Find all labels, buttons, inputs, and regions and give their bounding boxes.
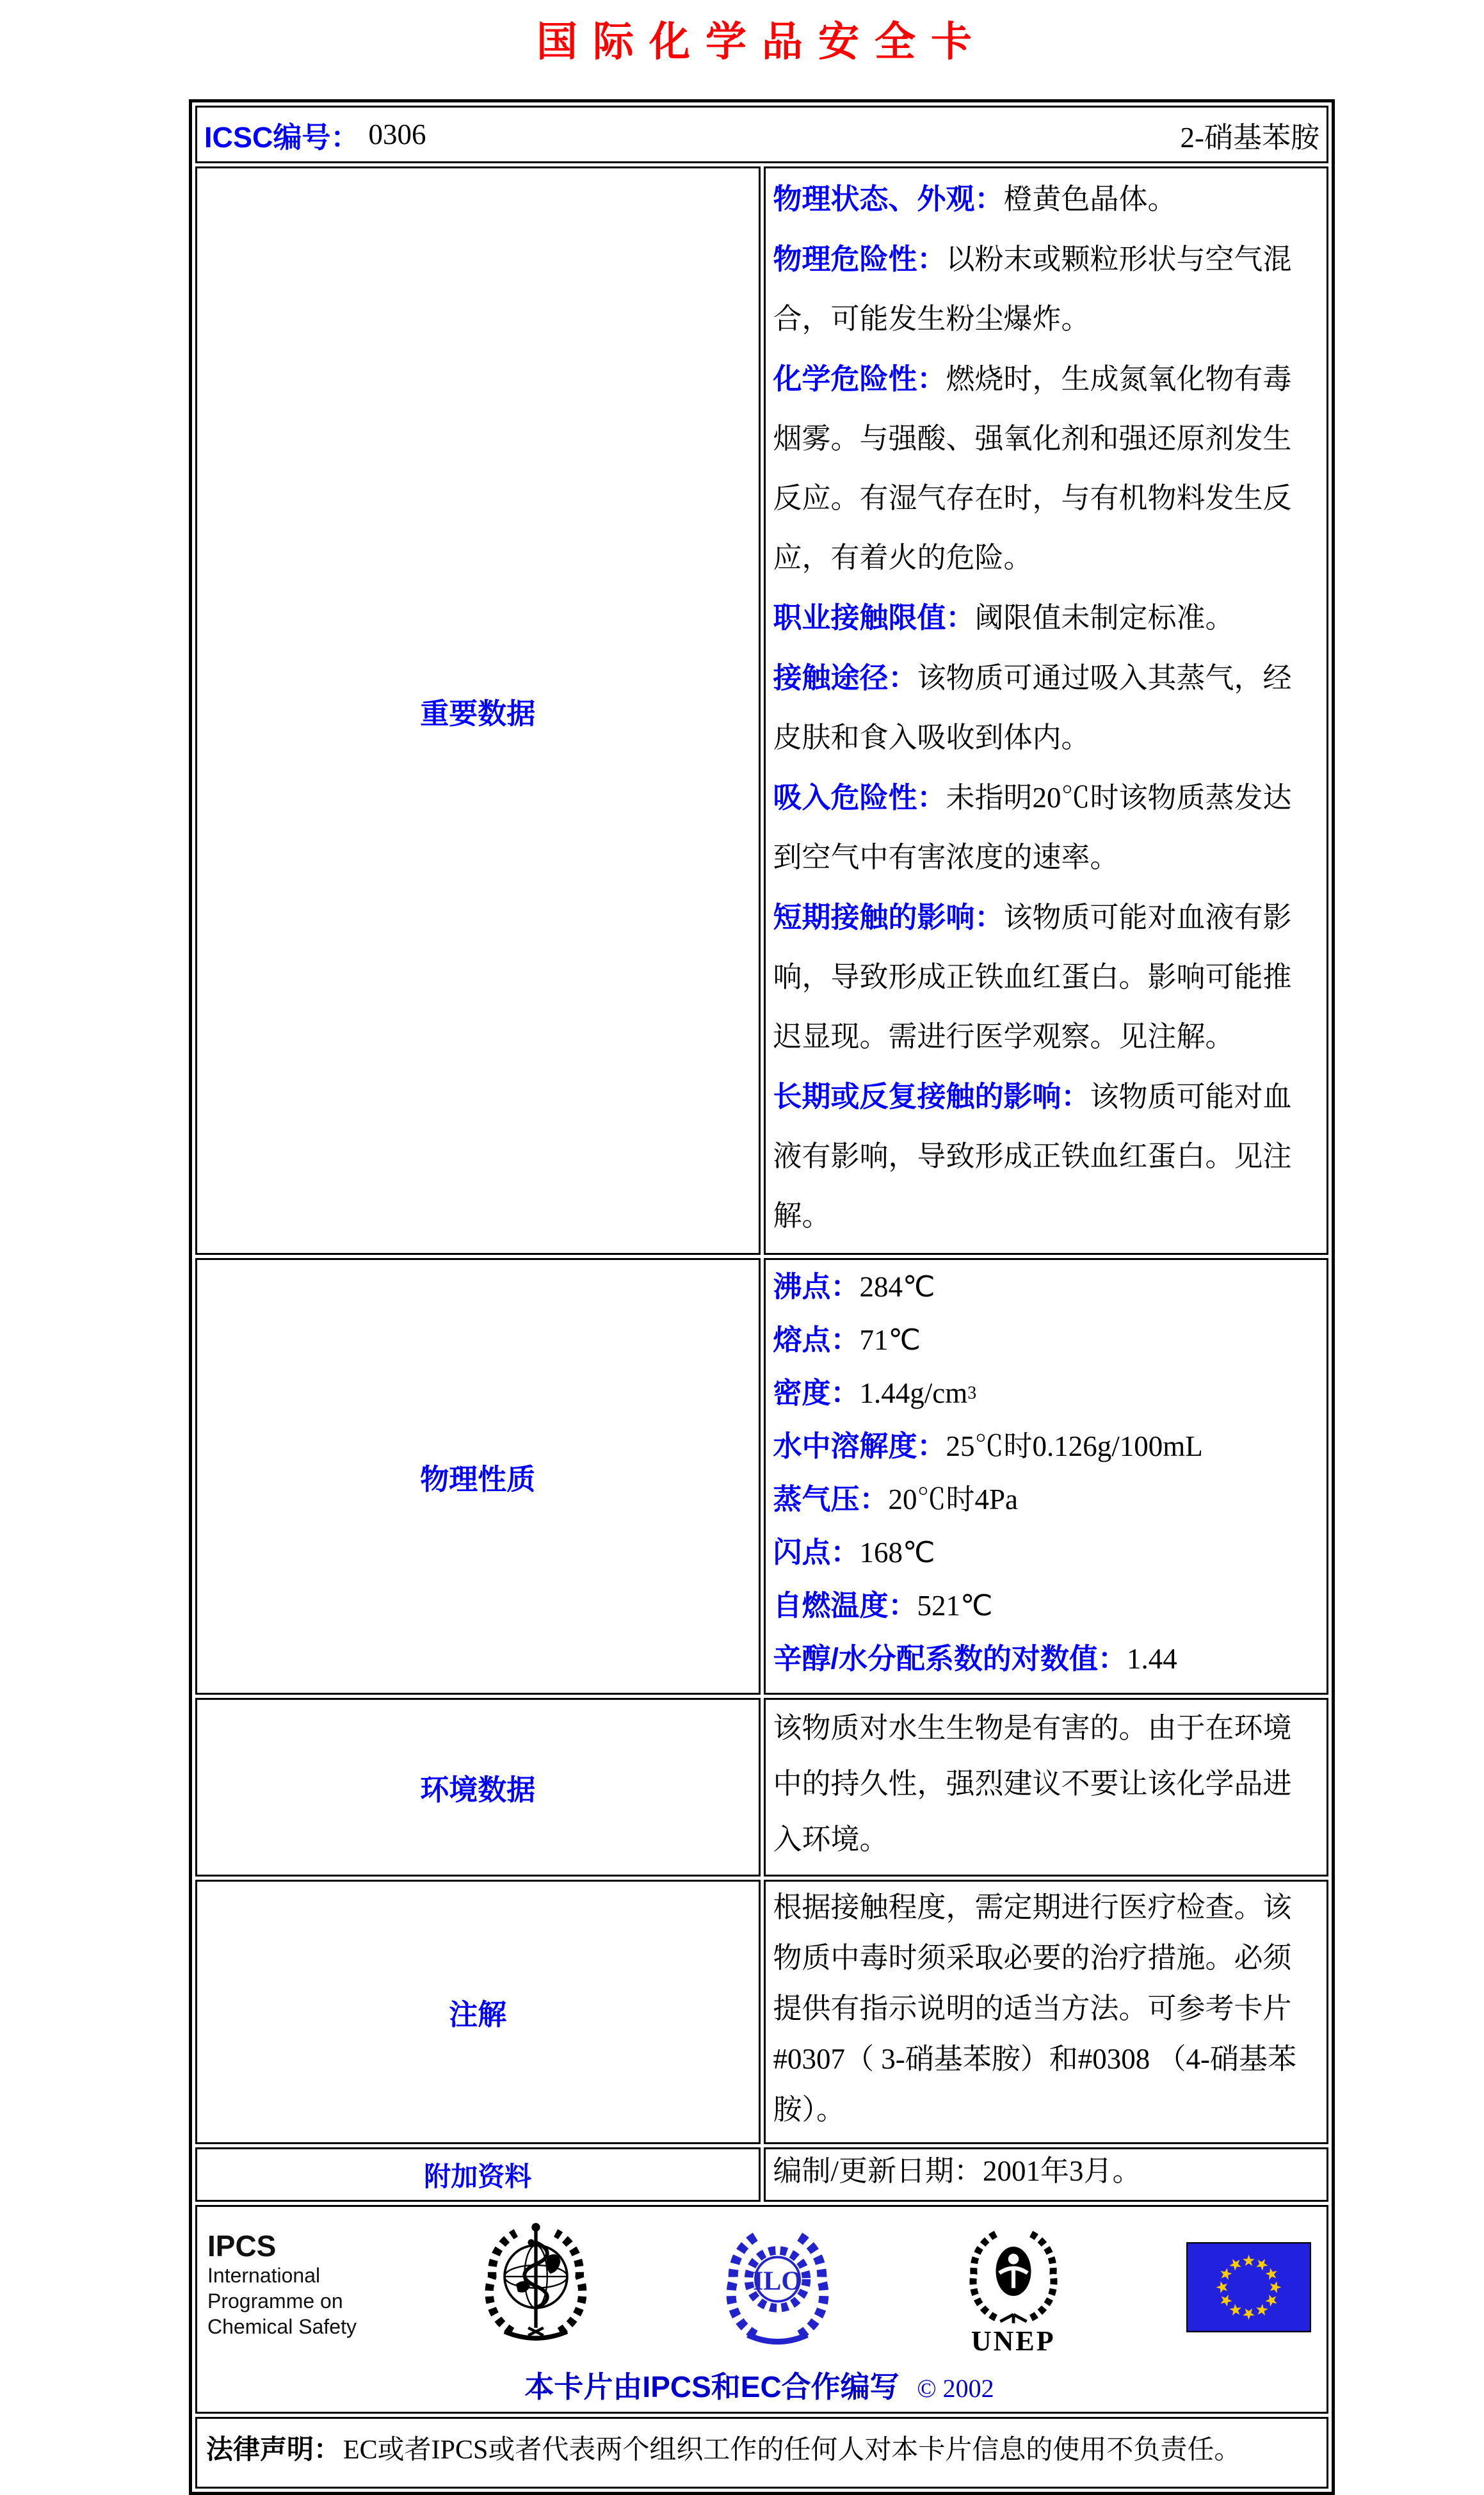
field-label: 接触途径： — [773, 661, 917, 694]
field-line — [773, 1370, 1305, 1423]
important-data-row — [195, 166, 1328, 1255]
field-line — [773, 1317, 1305, 1370]
section-label-physical: 物理性质 — [195, 1258, 761, 1695]
superscript: 3 — [967, 1383, 977, 1403]
field-value: 1.44 — [1127, 1643, 1177, 1675]
icsc-number-value: 0306 — [368, 118, 426, 150]
field-line — [773, 651, 1305, 771]
section-content-important — [764, 166, 1329, 1255]
caption-text: 本卡片由IPCS和EC合作编写 — [524, 2370, 899, 2403]
field-value: 根据接触程度，需定期进行医疗检查。该物质中毒时须采取必要的治疗措施。必须提供有指示说明的适当方法。可参考卡片#0307（ 3-硝基苯胺）和#0308 （4-硝基苯胺）。 — [773, 1891, 1296, 2126]
field-label: 水中溶解度： — [773, 1430, 946, 1462]
logos-row — [195, 2205, 1328, 2414]
field-label: 辛醇/水分配系数的对数值： — [773, 1642, 1127, 1675]
field-label: 物理危险性： — [773, 243, 946, 275]
field-line — [773, 591, 1305, 651]
field-label: 吸入危险性： — [773, 781, 946, 814]
who-logo-icon — [472, 2218, 600, 2346]
field-line — [773, 232, 1305, 352]
field-value: 编制/更新日期：2001年3月。 — [773, 2155, 1141, 2187]
field-label: 沸点： — [773, 1270, 860, 1303]
field-line — [773, 771, 1305, 891]
svg-text:ILO: ILO — [753, 2266, 803, 2297]
copyright-text: © 2002 — [917, 2374, 994, 2403]
notes-row — [195, 1880, 1328, 2144]
field-value: 25℃时0.126g/100mL — [946, 1430, 1203, 1462]
field-value: 该物质可能对血液有影响，导致形成正铁血红蛋白。见注解。 — [773, 1081, 1292, 1232]
section-label-notes: 注解 — [195, 1880, 761, 2144]
organization-logos — [207, 2218, 1311, 2357]
section-content-notes — [764, 1880, 1329, 2144]
field-label: 短期接触的影响： — [773, 901, 1004, 933]
field-value: 该物质可能对血液有影响，导致形成正铁血红蛋白。影响可能推迟显现。需进行医学观察。见注解。 — [773, 901, 1292, 1053]
field-line — [773, 2153, 1305, 2196]
field-value: 1.44g/cm — [859, 1377, 968, 1409]
field-line — [773, 172, 1305, 232]
field-value: 燃烧时，生成氮氧化物有毒烟雾。与强酸、强氧化剂和强还原剂发生反应。有湿气存在时，与有机物料发生反应，有着火的危险。 — [773, 363, 1292, 574]
field-line — [773, 1583, 1305, 1636]
ilo-logo-icon — [715, 2222, 840, 2346]
environmental-data-row — [195, 1698, 1328, 1877]
safety-card-table — [189, 99, 1335, 2495]
section-content-additional — [764, 2147, 1329, 2202]
field-line — [773, 1530, 1305, 1583]
icsc-number-label: ICSC编号： — [204, 120, 360, 154]
legal-statement — [206, 2433, 1318, 2473]
field-line — [773, 1423, 1305, 1476]
field-value: 该物质对水生生物是有害的。由于在环境中的持久性，强烈建议不要让该化学品进入环境。 — [773, 1712, 1292, 1855]
physical-properties-row — [195, 1258, 1328, 1695]
field-value: 284℃ — [859, 1271, 935, 1303]
field-value: 阈限值未制定标准。 — [974, 602, 1234, 634]
legal-row — [195, 2417, 1328, 2489]
cooperation-caption — [207, 2364, 1311, 2406]
field-line — [773, 891, 1305, 1070]
header-row — [195, 106, 1328, 163]
unep-label: UNEP — [971, 2325, 1056, 2357]
ipcs-text-block: IPCS International Programme on Chemical Safety — [207, 2229, 357, 2338]
ipcs-title: IPCS — [207, 2229, 277, 2263]
section-label-important: 重要数据 — [195, 166, 761, 1255]
field-line — [773, 1070, 1305, 1249]
field-line — [773, 1636, 1305, 1689]
page-title: 国际化学品安全卡 — [536, 19, 987, 65]
field-label: 长期或反复接触的影响： — [773, 1080, 1090, 1113]
field-label: 化学危险性： — [773, 362, 946, 395]
additional-info-row — [195, 2147, 1328, 2202]
field-label: 密度： — [773, 1377, 860, 1409]
field-value: 该物质可通过吸入其蒸气，经皮肤和食入吸收到体内。 — [773, 662, 1292, 754]
eu-flag-icon — [1186, 2242, 1311, 2332]
field-value: 未指明20℃时该物质蒸发达到空气中有害浓度的速率。 — [773, 782, 1292, 873]
field-label: 物理状态、外观： — [773, 182, 1004, 215]
chemical-name: 2-硝基苯胺 — [1180, 121, 1319, 154]
legal-label: 法律声明： — [206, 2434, 341, 2464]
field-line — [773, 1476, 1305, 1530]
field-line — [773, 352, 1305, 591]
field-label: 蒸气压： — [773, 1483, 889, 1515]
section-content-physical — [764, 1258, 1329, 1695]
field-line — [773, 1264, 1305, 1317]
field-label: 熔点： — [773, 1323, 860, 1356]
field-value: 71℃ — [859, 1324, 921, 1356]
field-value: 521℃ — [917, 1590, 993, 1622]
field-label: 闪点： — [773, 1536, 860, 1569]
legal-text: EC或者IPCS或者代表两个组织工作的任何人对本卡片信息的使用不负责任。 — [343, 2435, 1241, 2465]
section-label-environment: 环境数据 — [195, 1698, 761, 1877]
card-header — [198, 108, 1326, 161]
field-label: 职业接触限值： — [773, 601, 975, 634]
field-label: 自燃温度： — [773, 1589, 917, 1622]
field-value: 168℃ — [859, 1537, 935, 1569]
field-value: 20℃时4Pa — [888, 1483, 1019, 1515]
field-value: 以粉末或颗粒形状与空气混合，可能发生粉尘爆炸。 — [773, 243, 1292, 335]
field-line — [773, 1704, 1305, 1871]
field-line — [773, 1885, 1305, 2138]
field-value: 橙黄色晶体。 — [1003, 183, 1177, 215]
section-label-additional: 附加资料 — [195, 2147, 761, 2202]
unep-logo-icon — [956, 2223, 1071, 2357]
section-content-environment — [764, 1698, 1329, 1877]
